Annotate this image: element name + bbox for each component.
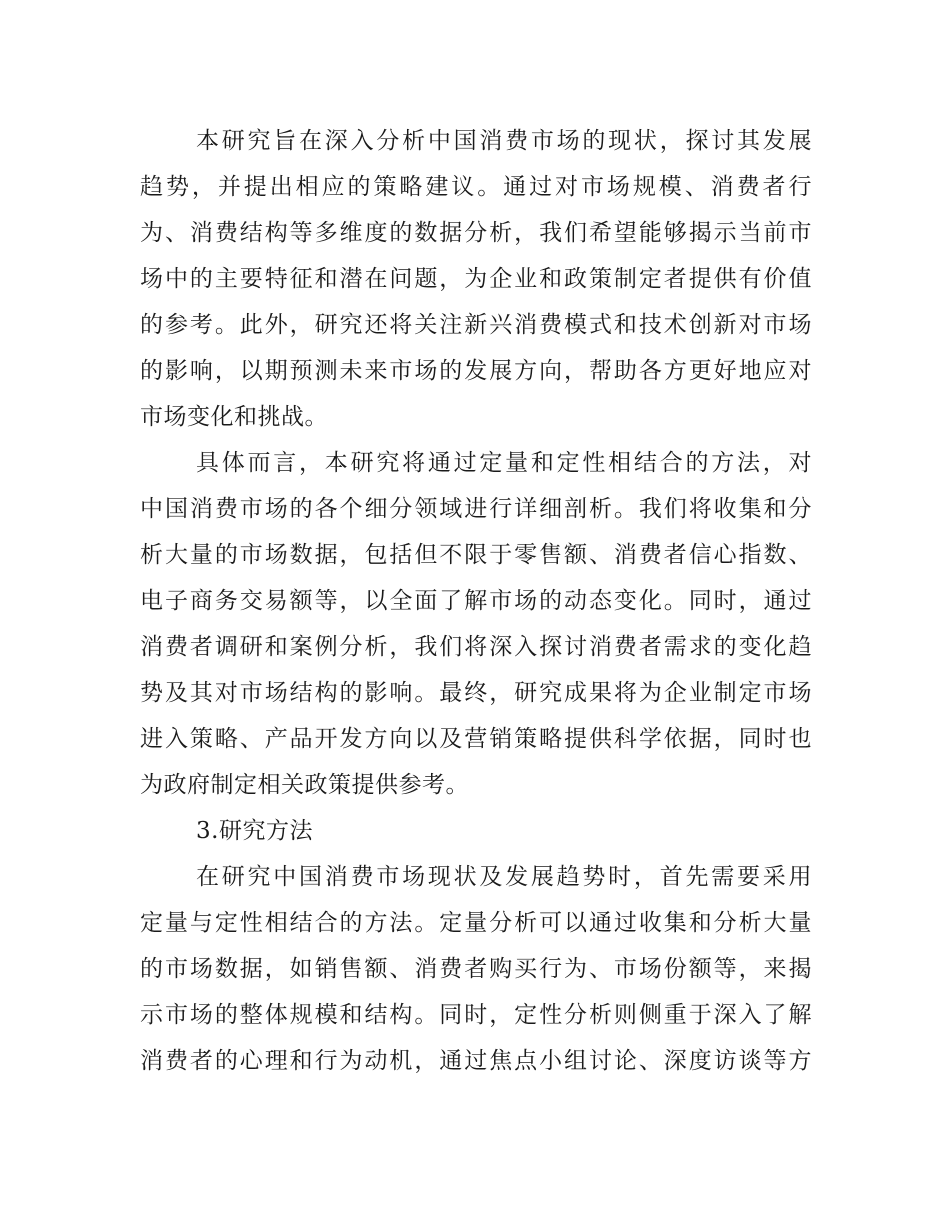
paragraph-line: 为政府制定相关政策提供参考。 <box>140 772 469 798</box>
paragraph-line: 消费者的心理和行为动机，通过焦点小组讨论、深度访谈等方 <box>140 1048 812 1074</box>
paragraph-line: 市场变化和挑战。 <box>140 404 328 430</box>
paragraph-line: 的影响，以期预测未来市场的发展方向，帮助各方更好地应对 <box>140 358 812 384</box>
paragraph-line: 中国消费市场的各个细分领域进行详细剖析。我们将收集和分 <box>140 496 812 522</box>
paragraph-line: 的市场数据，如销售额、消费者购买行为、市场份额等，来揭 <box>140 956 812 982</box>
paragraph-line: 为、消费结构等多维度的数据分析，我们希望能够揭示当前市 <box>140 220 812 246</box>
paragraph-line: 定量与定性相结合的方法。定量分析可以通过收集和分析大量 <box>140 910 812 936</box>
paragraph-line: 趋势，并提出相应的策略建议。通过对市场规模、消费者行 <box>140 174 812 200</box>
paragraph-line: 的参考。此外，研究还将关注新兴消费模式和技术创新对市场 <box>140 312 812 338</box>
paragraph-line: 在研究中国消费市场现状及发展趋势时，首先需要采用 <box>196 864 812 890</box>
paragraph-line: 析大量的市场数据，包括但不限于零售额、消费者信心指数、 <box>140 542 812 568</box>
paragraph-line: 进入策略、产品开发方向以及营销策略提供科学依据，同时也 <box>140 726 812 752</box>
paragraph-line: 场中的主要特征和潜在问题，为企业和政策制定者提供有价值 <box>140 266 812 292</box>
paragraph-line: 示市场的整体规模和结构。同时，定性分析则侧重于深入了解 <box>140 1002 812 1028</box>
paragraph-line: 本研究旨在深入分析中国消费市场的现状，探讨其发展 <box>196 128 812 154</box>
paragraph-line: 消费者调研和案例分析，我们将深入探讨消费者需求的变化趋 <box>140 634 812 660</box>
paragraph-line: 具体而言，本研究将通过定量和定性相结合的方法，对 <box>196 450 812 476</box>
paragraph-line: 电子商务交易额等，以全面了解市场的动态变化。同时，通过 <box>140 588 812 614</box>
section-heading: 3.研究方法 <box>196 818 313 844</box>
paragraph-line: 势及其对市场结构的影响。最终，研究成果将为企业制定市场 <box>140 680 812 706</box>
